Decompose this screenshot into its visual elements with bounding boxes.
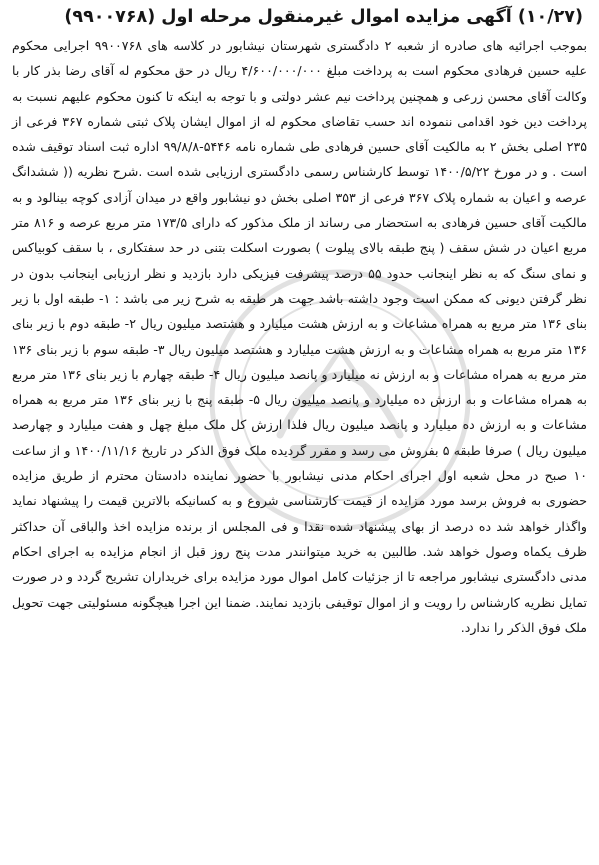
- notice-body: بموجب اجرائیه های صادره از شعبه ۲ دادگستری شهرستان نیشابور در کلاسه های ۹۹۰۰۷۶۸ اجرایی محکوم علیه حسین فرهادی محکوم است به پرداخت مبلغ ۴/۶۰۰/۰۰۰/۰۰۰ ریال در حق محکوم له آقای رضا بذر کار با وکالت آقای محسن زرعی و همچنین پرداخت نیم عشر دولتی و با توجه به اینکه تا کنون محکوم علیهم نسبت به پرداخت دین خود اقدامی ننموده اند حسب تقاضای محکوم له از اموال ایشان پلاک ثبتی شماره ۳۶۷ فرعی از ۲۳۵ اصلی بخش ۲ به مالکیت آقای حسین فرهادی طی شماره نامه ۵۴۴۶-۹۹/۸/۸ اداره ثبت اسناد توقیف شده است . و در مورخ ۱۴۰۰/۵/۲۲ توسط کارشناس رسمی دادگستری ارزیابی شده است .شرح نظریه (( ششدانگ عرصه و اعیان به شماره پلاک ۳۶۷ فرعی از ۳۵۳ اصلی بخش دو نیشابور واقع در میدان آزادی کوچه بینالود و به مالکیت آقای حسین فرهادی به استحضار می رساند از ملک مذکور که دارای ۱۷۳/۵ متر مربع عرصه و ۸۱۶ متر مربع اعیان در شش سقف ( پنج طبقه بالای پیلوت ) بصورت اسکلت بتنی در حد سفتکاری ، با سقف کوبیاکس و نمای سنگ که به نظر اینجانب حدود ۵۵ درصد پیشرفت فیزیکی دارد بازدید و نظر ارزیابی اینجانب بدون در نظر گرفتن دیونی که ممکن است وجود داشته باشد جهت هر طبقه به شرح زیر می باشد : ۱- طبقه اول با زیر بنای ۱۳۶ متر مربع به همراه مشاعات و به ارزش هشت میلیارد و هشتصد میلیون ریال ۲- طبقه دوم با زیر بنای ۱۳۶ متر مربع به همراه مشاعات و به ارزش هشت میلیارد و هشتصد میلیون ریال ۳- طبقه سوم با زیر بنای ۱۳۶ متر مربع به همراه مشاعات و به ارزش نه میلیارد و پانصد میلیون ریال ۴- طبقه چهارم با زیر بنای ۱۳۶ متر مربع به همراه مشاعات و به ارزش ده میلیارد و پانصد میلیون ریال ۵- طبقه پنج با زیر بنای ۱۳۶ متر مربع به همراه مشاعات و به ارزش ده میلیارد و پانصد میلیون ریال فلذا ارزش کل ملک مبلغ چهل و هفت میلیارد و چهارصد میلیون ریال ) صرفا طبقه ۵ بفروش می رسد و مقرر گردیده ملک فوق الذکر در تاریخ ۱۴۰۰/۱۱/۱۶ و از ساعت ۱۰ صبح در محل شعبه اول اجرای احکام مدنی نیشابور با حضور نماینده دادستان محترم از طریق مزایده حضوری به فروش برسد مورد مزایده از قیمت کارشناسی شروع و به کسانیکه بالاترین قیمت را پیشنهاد نماید واگذار خواهد شد ده درصد از بهای پیشنهاد شده نقدا و فی المجلس از برنده مزایده اخذ والباقی آن حداکثر ظرف یکماه وصول خواهد شد. طالبین به خرید میتوانندر مدت پنج روز قبل از انجام مزایده به اجرای احکام مدنی دادگستری نیشابور مراجعه تا از جزئیات کامل اموال مورد مزایده برای خریداران تشریح گردد و در صورت تمایل نظریه کارشناس را رویت و از اموال توقیفی بازدید نمایند. ضمنا این اجرا هیچگونه مسئولیتی جهت تحویل ملک فوق الذکر را ندارد.: [12, 38, 588, 635]
- notice-title: (۱۰/۲۷) آگهی مزایده اموال غیرمنقول مرحله اول (۹۹۰۰۷۶۸): [64, 7, 583, 27]
